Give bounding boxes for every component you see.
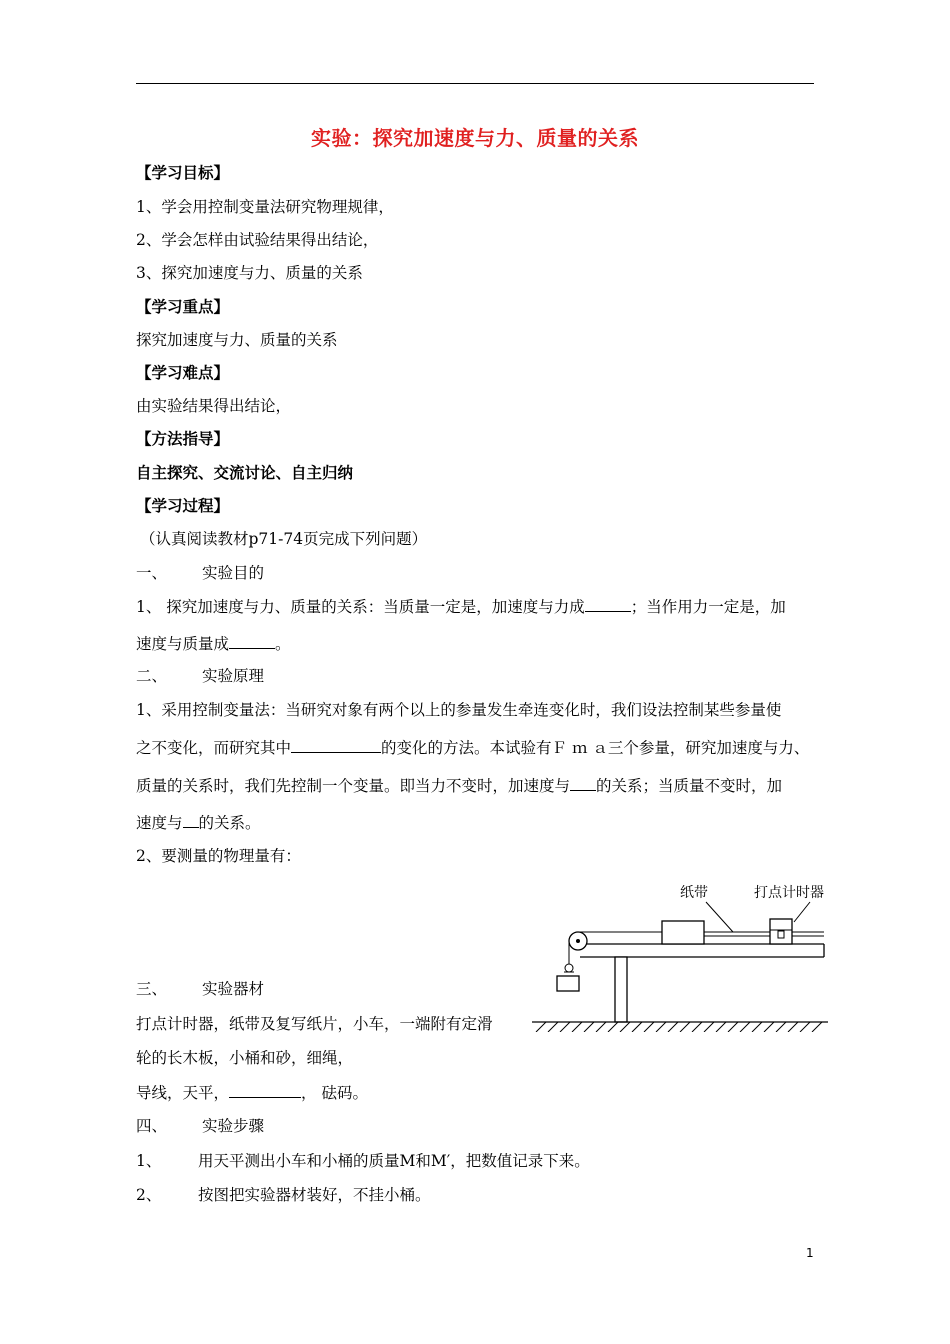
fill-blank[interactable] [585, 595, 631, 612]
timer-label: 打点计时器 [754, 885, 824, 901]
part2-text-b: 之不变化，而研究其中 [136, 739, 292, 757]
part4-number: 四、 [136, 1117, 168, 1135]
step-1-text: 用天平测出小车和小桶的质量M和M′，把数值记录下来。 [198, 1152, 590, 1170]
fill-blank[interactable] [229, 632, 275, 649]
part3-text-a: 导线，天平， [136, 1084, 230, 1102]
part2-measure: 2、要测量的物理量有： [136, 847, 301, 865]
tape-label: 纸带 [680, 885, 708, 901]
ground-hatching [536, 1022, 822, 1032]
fill-blank[interactable] [183, 811, 199, 828]
cart [662, 921, 704, 944]
part3-text-b: ， 砝码。 [301, 1084, 368, 1102]
part1-q1-text-a: 1、 探究加速度与力、质量的关系：当质量一定是，加速度与力成 [136, 598, 585, 616]
part2-para-line1: 1、采用控制变量法：当研究对象有两个以上的参量发生牵连变化时，我们设法控制某些参量使 [136, 701, 782, 719]
apparatus-diagram [528, 872, 833, 1032]
part2-para-line4 [136, 811, 261, 834]
header-rule [136, 83, 814, 84]
difficulty-text: 由实验结果得出结论， [136, 397, 292, 415]
step-1-number: 1、 [136, 1152, 162, 1170]
part2-text-c: 的变化的方法。本试验有Ｆ ｍ ａ三个参量，研究加速度与力、 [381, 739, 810, 757]
part1-q1-text-c: 速度与质量成 [136, 635, 230, 653]
part2-para-line3 [136, 774, 782, 797]
part2-title: 实验原理 [202, 667, 265, 685]
part1-heading [136, 562, 264, 584]
part1-title: 实验目的 [202, 564, 265, 582]
step-2 [136, 1184, 431, 1206]
process-header: 【学习过程】 [136, 497, 230, 515]
part2-heading [136, 665, 264, 687]
fill-blank[interactable] [229, 1081, 301, 1098]
page-title: 实验：探究加速度与力、质量的关系 [311, 126, 639, 150]
page-number: 1 [806, 1246, 814, 1260]
part3-number: 三、 [136, 980, 168, 998]
part3-title: 实验器材 [202, 980, 265, 998]
part1-number: 一、 [136, 564, 168, 582]
hook [565, 964, 573, 972]
part3-line3 [136, 1081, 368, 1104]
part2-text-g: 的关系。 [198, 814, 261, 832]
part4-title: 实验步骤 [202, 1117, 265, 1135]
timer-slot [778, 931, 784, 938]
part3-line2: 轮的长木板，小桶和砂，细绳， [136, 1049, 354, 1067]
part2-number: 二、 [136, 667, 168, 685]
step-2-text: 按图把实验器材装好，不挂小桶。 [198, 1186, 431, 1204]
part4-heading [136, 1115, 264, 1137]
part2-para-line2 [136, 736, 809, 759]
step-2-number: 2、 [136, 1186, 162, 1204]
goal-item-3: 3、探究加速度与力、质量的关系 [136, 264, 363, 282]
tape-pointer [706, 902, 733, 932]
part1-question-line2 [136, 632, 291, 655]
goals-header: 【学习目标】 [136, 164, 230, 182]
method-header: 【方法指导】 [136, 430, 230, 448]
part2-text-e: 的关系；当质量不变时，加 [596, 777, 783, 795]
key-text: 探究加速度与力、质量的关系 [136, 331, 338, 349]
part3-heading [136, 978, 264, 1000]
goal-item-1: 1、学会用控制变量法研究物理规律， [136, 198, 394, 216]
key-header: 【学习重点】 [136, 298, 230, 316]
part1-q1-text-b: ；当作用力一定是，加 [630, 598, 786, 616]
part2-text-f: 速度与 [136, 814, 183, 832]
timer-pointer [794, 902, 810, 922]
goal-item-2: 2、学会怎样由试验结果得出结论， [136, 231, 379, 249]
pulley-axle [576, 939, 580, 943]
step-1 [136, 1150, 590, 1172]
difficulty-header: 【学习难点】 [136, 364, 230, 382]
part3-line1: 打点计时器，纸带及复写纸片，小车，一端附有定滑 [136, 1015, 493, 1033]
bucket [557, 976, 579, 991]
process-note: （认真阅读教材p71-74页完成下列问题） [140, 530, 428, 548]
part1-question-line1 [136, 595, 786, 618]
table-leg [615, 957, 627, 1022]
fill-blank[interactable] [291, 736, 381, 753]
fill-blank[interactable] [570, 774, 596, 791]
part2-text-d: 质量的关系时，我们先控制一个变量。即当力不变时，加速度与 [136, 777, 571, 795]
part1-q1-text-d: 。 [275, 635, 291, 653]
method-text: 自主探究、交流讨论、自主归纳 [136, 464, 354, 482]
